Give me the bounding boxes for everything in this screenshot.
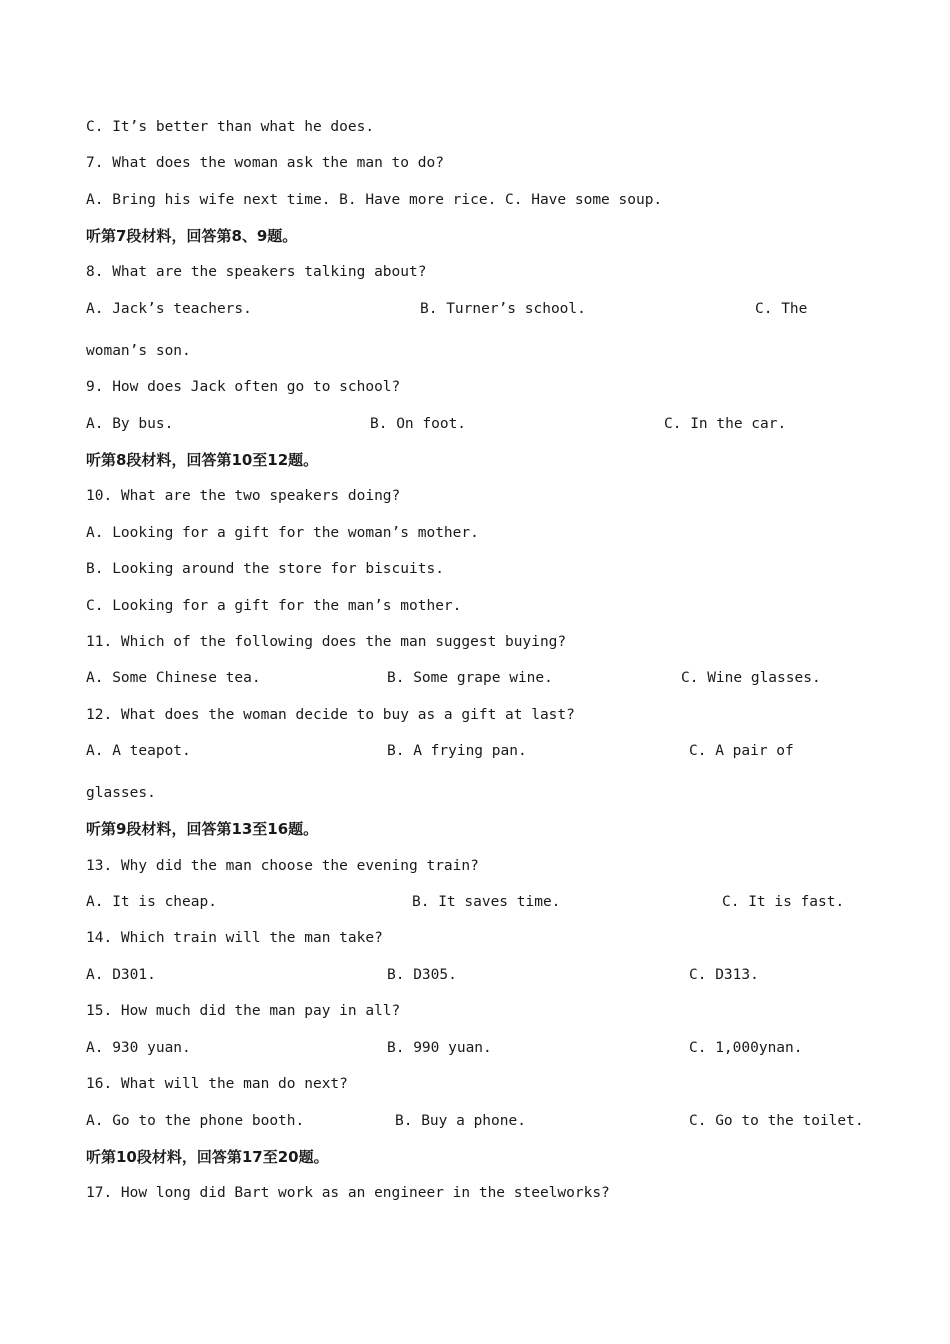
option-q8-a: A. Jack’s teachers. xyxy=(86,301,252,317)
option-q11-c: C. Wine glasses. xyxy=(681,670,821,686)
option-q9-a: A. By bus. xyxy=(86,416,174,432)
option-q11-a: A. Some Chinese tea. xyxy=(86,670,261,686)
option-q8-c: C. The xyxy=(755,301,808,317)
question-7: 7. What does the woman ask the man to do? xyxy=(86,155,444,171)
option-q15-c: C. 1,000ynan. xyxy=(689,1040,803,1056)
option-q14-b: B. D305. xyxy=(387,967,457,983)
question-17: 17. How long did Bart work as an engineer in the steelworks? xyxy=(86,1185,610,1201)
option-q16-a: A. Go to the phone booth. xyxy=(86,1113,305,1129)
section-heading-9: 听第9段材料，回答第13至16题。 xyxy=(86,820,319,838)
section-heading-8: 听第8段材料，回答第10至12题。 xyxy=(86,451,319,469)
question-13: 13. Why did the man choose the evening train? xyxy=(86,858,479,874)
question-16: 16. What will the man do next? xyxy=(86,1076,348,1092)
section-heading-10: 听第10段材料，回答第17至20题。 xyxy=(86,1148,329,1166)
option-q14-c: C. D313. xyxy=(689,967,759,983)
question-12: 12. What does the woman decide to buy as a gift at last? xyxy=(86,707,575,723)
option-q13-c: C. It is fast. xyxy=(722,894,845,910)
option-q10-b: B. Looking around the store for biscuits. xyxy=(86,561,444,577)
question-15: 15. How much did the man pay in all? xyxy=(86,1003,401,1019)
option-q15-a: A. 930 yuan. xyxy=(86,1040,191,1056)
question-8: 8. What are the speakers talking about? xyxy=(86,264,427,280)
option-q13-b: B. It saves time. xyxy=(412,894,561,910)
option-q12-c: C. A pair of xyxy=(689,743,794,759)
option-q9-b: B. On foot. xyxy=(370,416,467,432)
question-11: 11. Which of the following does the man suggest buying? xyxy=(86,634,567,650)
option-q16-c: C. Go to the toilet. xyxy=(689,1113,864,1129)
option-q8-c-continued: woman’s son. xyxy=(86,343,191,359)
question-10: 10. What are the two speakers doing? xyxy=(86,488,401,504)
option-q9-c: C. In the car. xyxy=(664,416,787,432)
option-q15-b: B. 990 yuan. xyxy=(387,1040,492,1056)
options-q7: A. Bring his wife next time. B. Have more rice. C. Have some soup. xyxy=(86,192,663,208)
option-q11-b: B. Some grape wine. xyxy=(387,670,553,686)
option-q12-c-continued: glasses. xyxy=(86,785,156,801)
option-q10-a: A. Looking for a gift for the woman’s mother. xyxy=(86,525,479,541)
option-q13-a: A. It is cheap. xyxy=(86,894,217,910)
option-q16-b: B. Buy a phone. xyxy=(395,1113,526,1129)
option-q6-c: C. It’s better than what he does. xyxy=(86,119,375,135)
section-heading-7: 听第7段材料，回答第8、9题。 xyxy=(86,227,298,245)
option-q8-b: B. Turner’s school. xyxy=(420,301,586,317)
option-q10-c: C. Looking for a gift for the man’s mother. xyxy=(86,598,462,614)
option-q12-b: B. A frying pan. xyxy=(387,743,527,759)
question-14: 14. Which train will the man take? xyxy=(86,930,383,946)
option-q12-a: A. A teapot. xyxy=(86,743,191,759)
option-q14-a: A. D301. xyxy=(86,967,156,983)
question-9: 9. How does Jack often go to school? xyxy=(86,379,401,395)
